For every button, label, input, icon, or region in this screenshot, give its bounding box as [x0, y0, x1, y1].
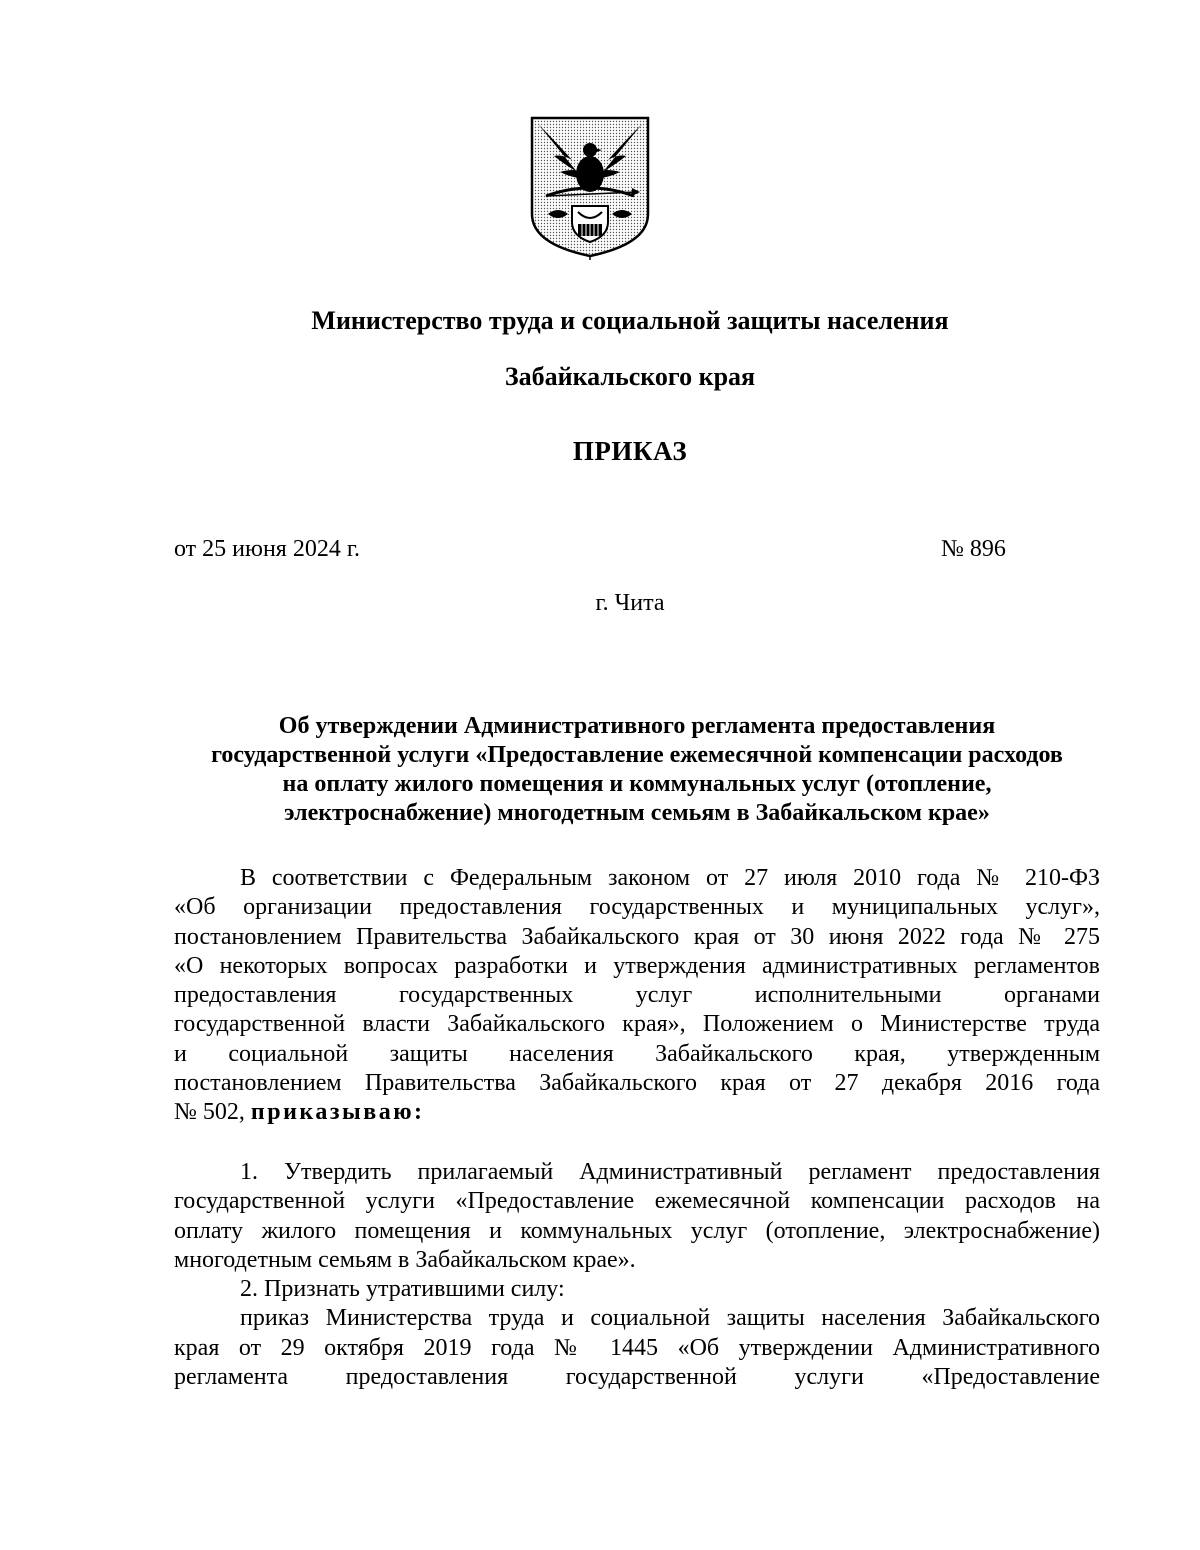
preamble-line: «Об организации предоставления государственных и муниципальных услуг»,: [174, 894, 1100, 921]
order-subject: [172, 712, 1102, 828]
subject-line: Об утверждении Административного регламента предоставления: [278, 713, 996, 739]
item-1-line: оплату жилого помещения и коммунальных услуг (отопление, электроснабжение): [174, 1217, 1100, 1244]
preamble-line: предоставления государственных услуг исполнительными органами: [174, 982, 1100, 1009]
item-2-sub-line: края от 29 октября 2019 года № 1445 «Об утверждении Административного: [174, 1334, 1100, 1361]
item-2-paragraph: [174, 1275, 1100, 1392]
order-directive: приказываю:: [250, 1099, 425, 1126]
subject-line: электроснабжение) многодетным семьям в Забайкальском крае»: [284, 800, 990, 826]
preamble-line: В соответствии с Федеральным законом от 27 июля 2010 года № 210-ФЗ: [240, 865, 1100, 891]
item-2-heading: 2. Признать утратившими силу:: [240, 1276, 565, 1302]
item-2-sub-line: приказ Министерства труда и социальной защиты населения Забайкальского: [240, 1305, 1100, 1332]
item-1-line: государственной услуги «Предоставление ежемесячной компенсации расходов на: [174, 1188, 1100, 1215]
preamble-line: и социальной защиты населения Забайкальского края, утвержденным: [174, 1040, 1100, 1067]
order-title: ПРИКАЗ: [572, 436, 688, 466]
ministry-name-line1: Министерство труда и социальной защиты населения: [311, 306, 949, 335]
order-city: г. Чита: [595, 590, 665, 616]
preamble-line: постановлением Правительства Забайкальского края от 27 декабря 2016 года: [174, 1070, 1100, 1097]
preamble-line: «О некоторых вопросах разработки и утверждения административных регламентов: [174, 952, 1100, 979]
preamble-line: государственной власти Забайкальского края», Положением о Министерстве труда: [174, 1011, 1100, 1038]
coat-of-arms-icon: [528, 114, 652, 260]
item-1-paragraph: [174, 1158, 1100, 1275]
preamble-line: постановлением Правительства Забайкальского края от 30 июня 2022 года № 275: [174, 923, 1100, 950]
preamble-last-line: [174, 1098, 1100, 1127]
order-date: от 25 июня 2024 г.: [174, 536, 360, 562]
item-1-line: 1. Утвердить прилагаемый Административный регламент предоставления: [240, 1159, 1100, 1185]
subject-line: государственной услуги «Предоставление ежемесячной компенсации расходов: [211, 742, 1063, 768]
order-number: № 896: [941, 536, 1006, 562]
preamble-order-ref: № 502,: [174, 1099, 251, 1126]
subject-line: на оплату жилого помещения и коммунальных услуг (отопление,: [282, 771, 992, 797]
ministry-name-line2: Забайкальского края: [504, 362, 756, 391]
item-2-sub-line: регламента предоставления государственной услуги «Предоставление: [174, 1363, 1100, 1390]
preamble-paragraph: [174, 864, 1100, 1128]
item-1-line: многодетным семьям в Забайкальском крае».: [174, 1246, 636, 1273]
